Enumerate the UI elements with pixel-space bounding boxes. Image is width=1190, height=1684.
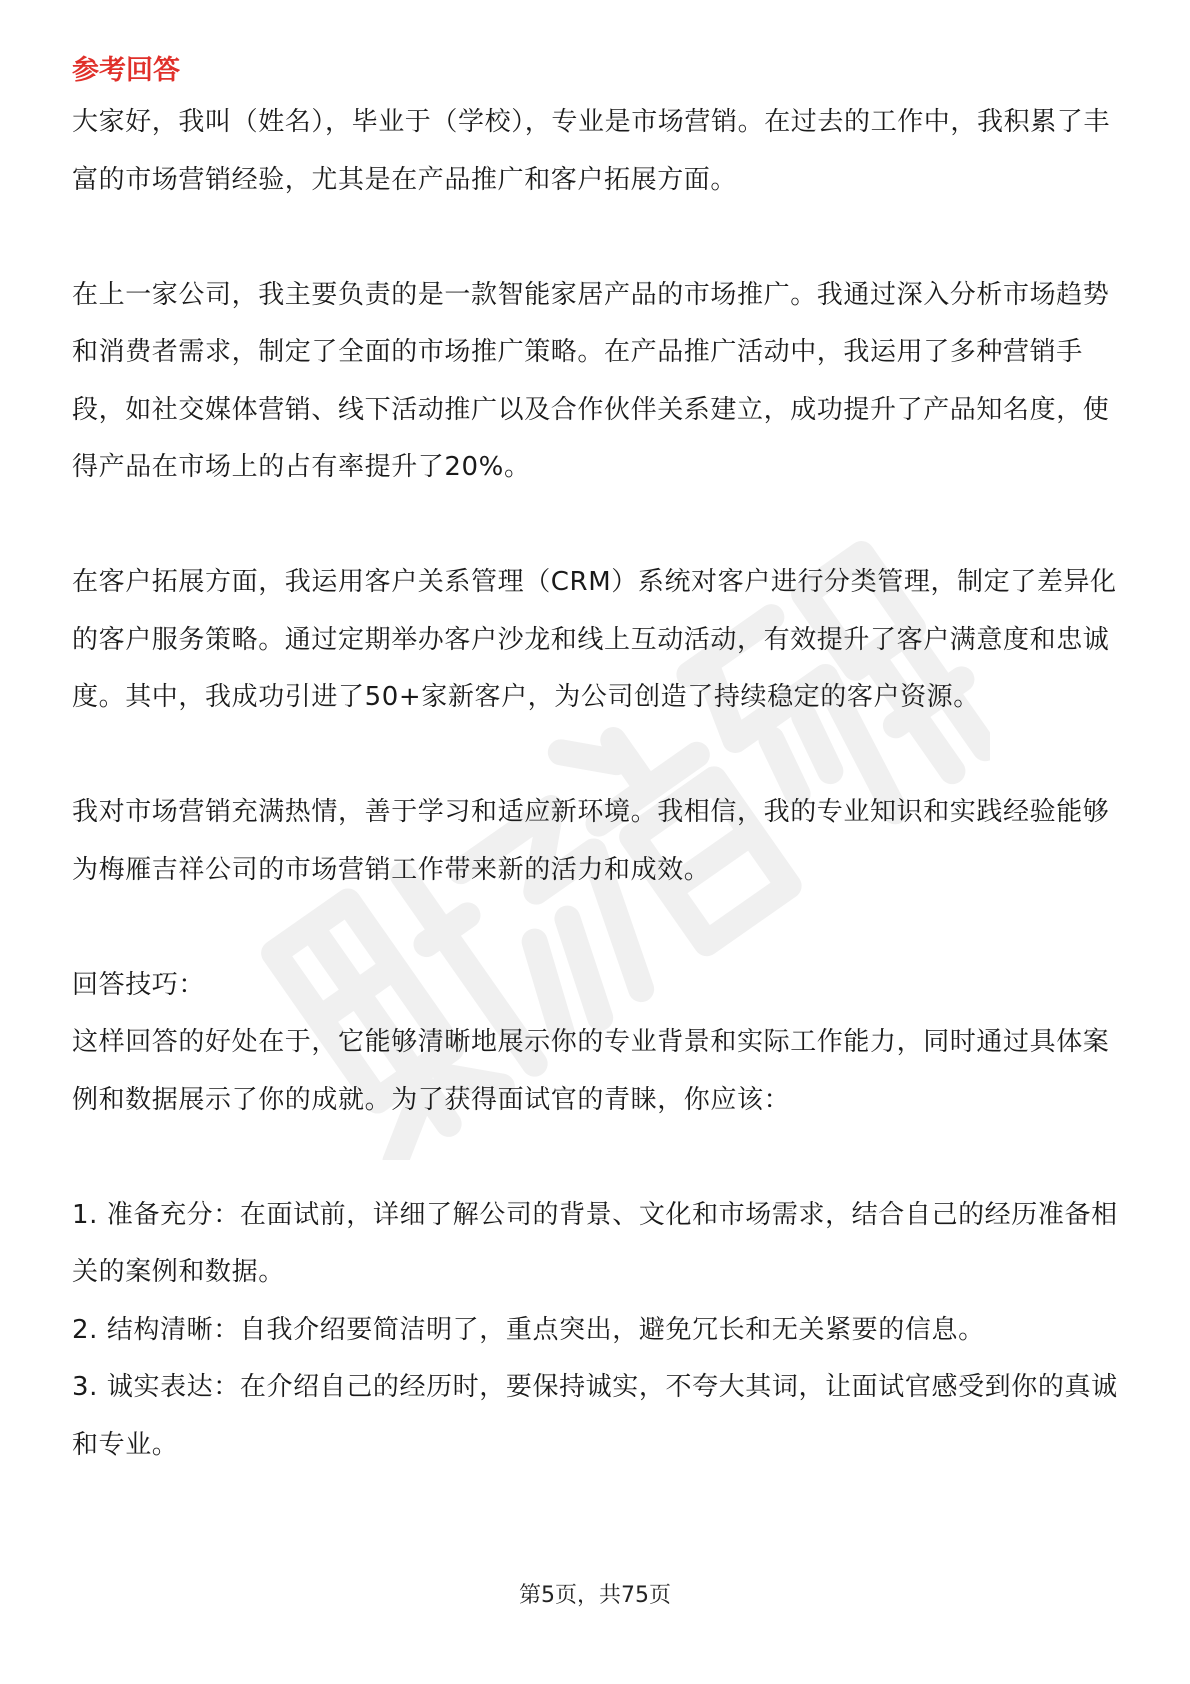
section-title: 参考回答	[72, 55, 180, 86]
tip-item-3: 3. 诚实表达：在介绍自己的经历时，要保持诚实，不夸大其词，让面试官感受到你的真诚和专业。	[72, 1372, 1118, 1460]
tips-intro: 这样回答的好处在于，它能够清晰地展示你的专业背景和实际工作能力，同时通过具体案例和数据展示了你的成就。为了获得面试官的青睐，你应该：	[72, 1027, 1110, 1115]
tips-title: 回答技巧：	[72, 969, 206, 1000]
paragraph-spacer	[72, 727, 1118, 785]
paragraph-intro: 大家好，我叫（姓名），毕业于（学校），专业是市场营销。在过去的工作中，我积累了丰富的市场营销经验，尤其是在产品推广和客户拓展方面。	[72, 107, 1111, 195]
document-page	[72, 48, 1118, 1474]
paragraph-spacer	[72, 1129, 1118, 1187]
paragraph-spacer	[72, 497, 1118, 555]
tip-item-1: 1. 准备充分：在面试前，详细了解公司的背景、文化和市场需求，结合自己的经历准备相关的案例和数据。	[72, 1199, 1118, 1287]
tip-item-2: 2. 结构清晰：自我介绍要简洁明了，重点突出，避免冗长和无关紧要的信息。	[72, 1314, 985, 1345]
paragraph-closing: 我对市场营销充满热情，善于学习和适应新环境。我相信，我的专业知识和实践经验能够为梅雁吉祥公司的市场营销工作带来新的活力和成效。	[72, 797, 1110, 885]
paragraph-spacer	[72, 899, 1118, 957]
paragraph-spacer	[72, 209, 1118, 267]
paragraph-customers: 在客户拓展方面，我运用客户关系管理（CRM）系统对客户进行分类管理，制定了差异化的客户服务策略。通过定期举办客户沙龙和线上互动活动，有效提升了客户满意度和忠诚度。其中，我成功引进了50+家新客户，为公司创造了持续稳定的客户资源。	[72, 567, 1117, 712]
paragraph-experience: 在上一家公司，我主要负责的是一款智能家居产品的市场推广。我通过深入分析市场趋势和消费者需求，制定了全面的市场推广策略。在产品推广活动中，我运用了多种营销手段，如社交媒体营销、线下活动推广以及合作伙伴关系建立，成功提升了产品知名度，使得产品在市场上的占有率提升了20%。	[72, 279, 1110, 482]
page-number: 第5页，共75页	[519, 1583, 671, 1608]
